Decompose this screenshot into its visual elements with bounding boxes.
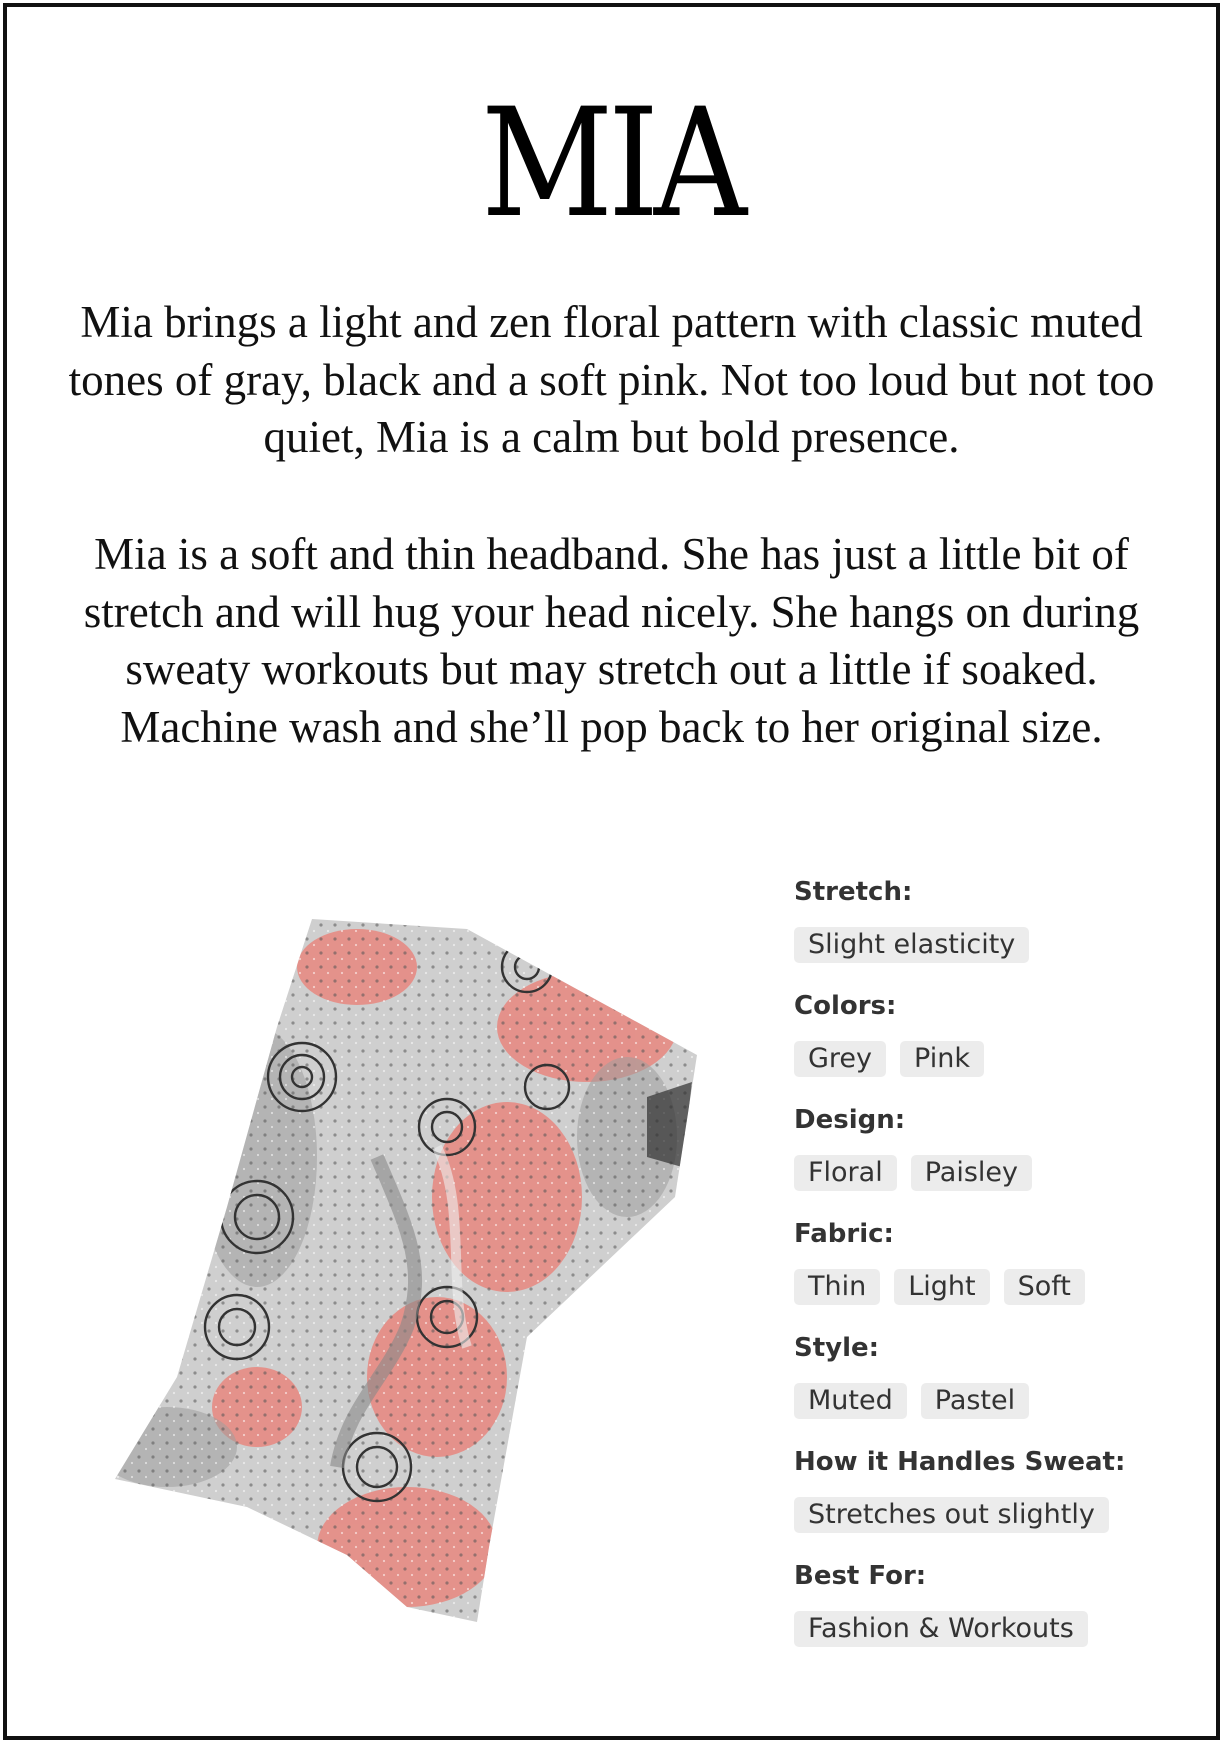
tag-pastel: Pastel [921,1383,1029,1419]
attr-label-best-for: Best For: [794,1561,927,1591]
attribute-list [794,875,1214,1673]
tag-floral: Floral [794,1155,897,1191]
attr-stretch [794,875,1214,989]
tag-muted: Muted [794,1383,907,1419]
tag-thin: Thin [794,1269,880,1305]
tag-soft: Soft [1004,1269,1085,1305]
attr-label-fabric: Fabric: [794,1219,894,1249]
tag-stretches-out-slightly: Stretches out slightly [794,1497,1109,1533]
tag-pink: Pink [900,1041,984,1077]
tag-grey: Grey [794,1041,886,1077]
product-title: MIA [481,77,742,251]
attr-style [794,1331,1214,1445]
attr-label-colors: Colors: [794,991,897,1021]
tag-group-stretch [794,927,1214,989]
description-paragraph-1: Mia brings a light and zen floral pattern with classic muted tones of gray, black and a soft pink. Not too loud but not too quiet, Mia is a calm but bold presence. [68,297,1155,462]
attr-design [794,1103,1214,1217]
headband-illustration [107,907,707,1627]
tag-light: Light [894,1269,989,1305]
tag-group-style [794,1383,1214,1445]
attr-label-stretch: Stretch: [794,877,913,907]
attr-best-for [794,1559,1214,1673]
headband-photo [107,907,707,1627]
tag-fashion-workouts: Fashion & Workouts [794,1611,1088,1647]
tag-paisley: Paisley [911,1155,1032,1191]
attr-label-design: Design: [794,1105,906,1135]
attr-label-style: Style: [794,1333,880,1363]
attr-sweat [794,1445,1214,1559]
page-frame [3,3,1220,1740]
tag-group-sweat [794,1497,1214,1559]
attr-colors [794,989,1214,1103]
tag-group-best-for [794,1611,1214,1673]
attr-label-sweat: How it Handles Sweat: [794,1447,1126,1477]
tag-slight-elasticity: Slight elasticity [794,927,1029,963]
tag-group-design [794,1155,1214,1217]
description-paragraph-2: Mia is a soft and thin headband. She has just a little bit of stretch and will hug your head nicely. She hangs on during sweaty workouts but may stretch out a little if soaked. Machine wash and she’ll pop back to her original size. [83,529,1140,752]
tag-group-fabric [794,1269,1214,1331]
attr-fabric [794,1217,1214,1331]
tag-group-colors [794,1041,1214,1103]
